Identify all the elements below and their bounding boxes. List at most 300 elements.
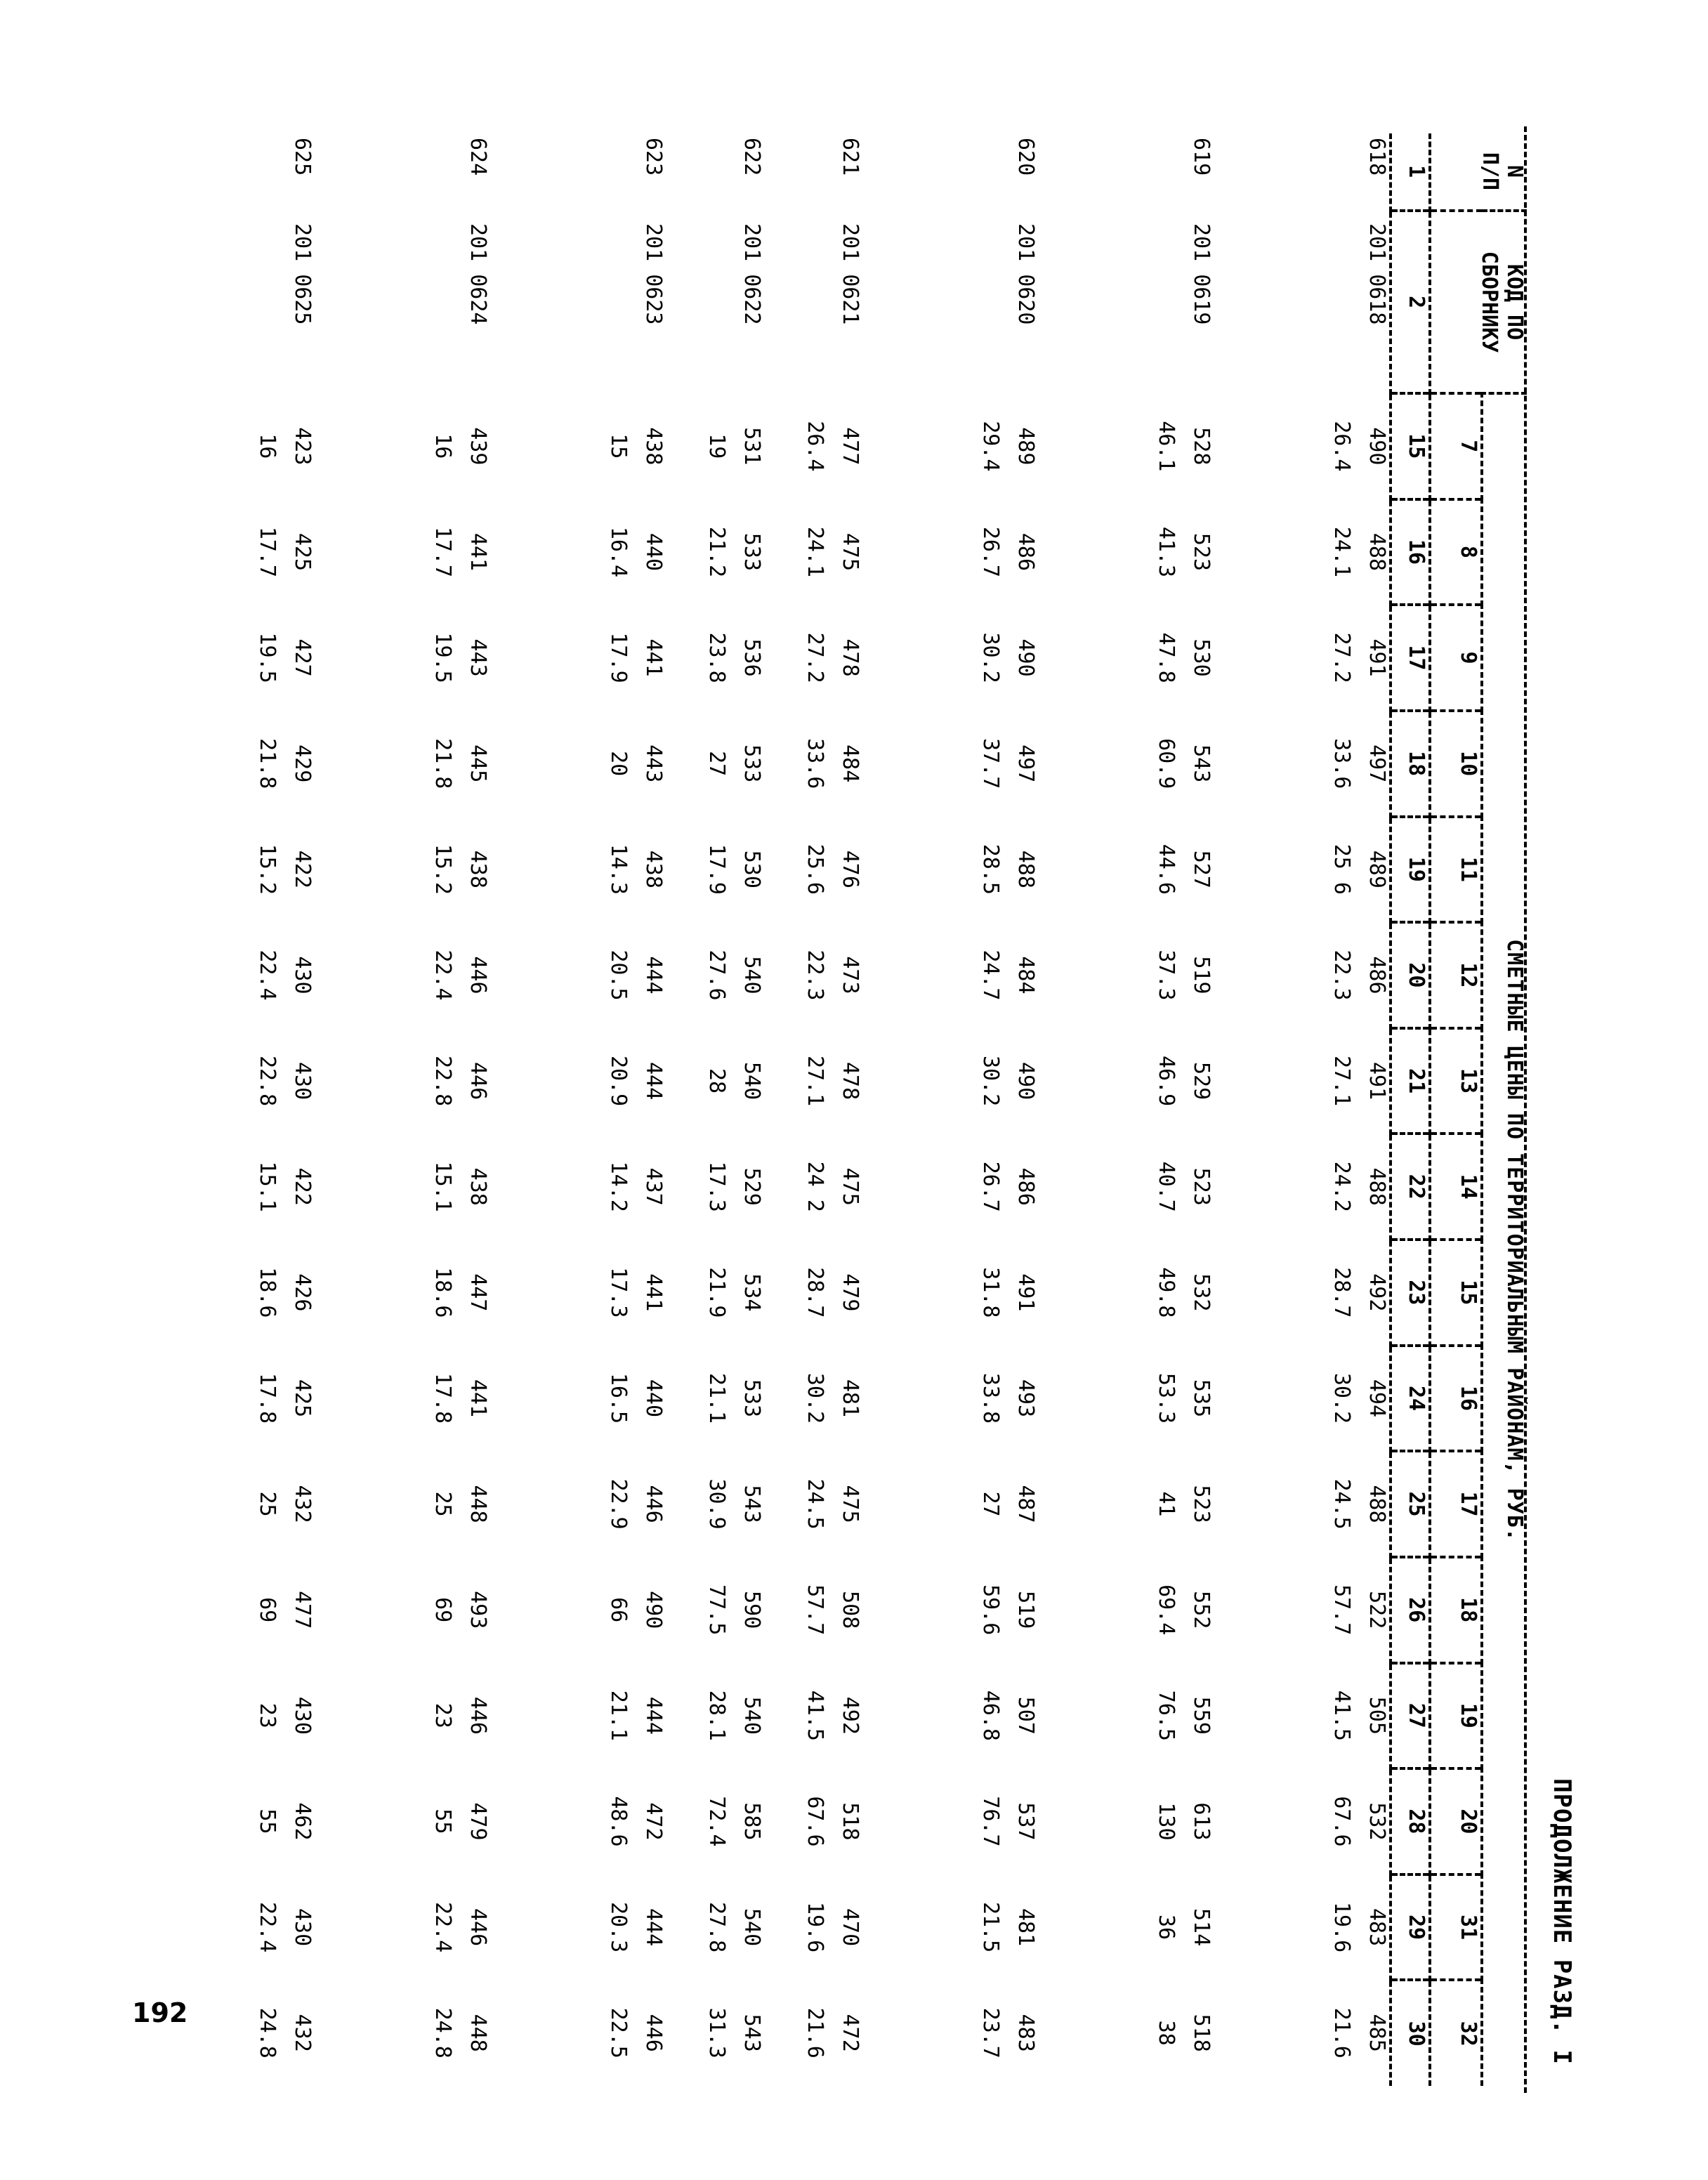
header-col-index-29: 29 [1391,1874,1430,1981]
price-cell: 60.9 [1154,738,1178,789]
price-cell: 22.4 [255,1901,280,1953]
price-cell: 497 [1013,744,1038,783]
price-cell: 17.8 [431,1372,455,1424]
header-num: N П/П [1430,133,1527,211]
price-cell: 527 [1189,850,1214,888]
price-cell: 26.4 [803,421,827,472]
price-cell: 522 [1365,1591,1389,1629]
price-cell: 36 [1154,1915,1178,1941]
row-code [596,211,631,393]
price-cell: 22.8 [255,1055,280,1107]
header-col-index-18: 18 [1391,711,1430,817]
row-number: 622 [740,138,764,176]
price-cell: 25 [255,1491,280,1517]
row-gap [1214,133,1319,2086]
price-cell: 27.6 [704,950,729,1001]
price-cell: 27 [704,751,729,777]
price-cell: 493 [1013,1379,1038,1418]
price-cell: 53.3 [1154,1372,1178,1424]
price-cell: 486 [1365,956,1389,994]
price-cell: 508 [838,1591,862,1629]
price-cell: 540 [740,1696,764,1735]
row-code: 201 0623 [641,223,666,325]
price-cell: 49.8 [1154,1267,1178,1318]
price-cell: 523 [1189,1167,1214,1206]
row-code: 201 0620 [1013,223,1038,325]
price-cell: 446 [466,1061,490,1101]
price-cell: 441 [641,638,666,677]
price-cell: 497 [1365,744,1389,783]
price-cell: 430 [290,1696,315,1735]
row-code [1143,211,1178,393]
price-cell: 543 [740,2014,764,2052]
price-cell: 483 [1013,2014,1038,2052]
row-number [1319,133,1354,211]
price-cell: 585 [740,1802,764,1841]
price-cell: 486 [1013,1167,1038,1206]
price-cell: 448 [466,1485,490,1523]
row-number: 621 [838,138,862,176]
section-caption: ПРОДОЛЖЕНИЕ РАЗД. I [1548,1778,1576,2065]
price-cell: 22.3 [1329,950,1354,1001]
price-cell: 533 [740,1379,764,1418]
price-cell: 31.3 [704,2007,729,2058]
row-number [244,133,280,211]
price-cell: 17.9 [606,632,631,683]
price-cell: 57.7 [1329,1584,1354,1636]
table-row [1143,133,1178,2086]
header-area-20: 20 [1430,1768,1482,1874]
price-cell: 529 [740,1167,764,1206]
price-cell: 25 6 [1329,843,1354,895]
header-area-11: 11 [1430,817,1482,923]
price-cell: 445 [466,744,490,783]
row-gap-cell [490,133,596,2086]
header-area-16: 16 [1430,1346,1482,1452]
table-row [244,133,280,2086]
header-col-index-26: 26 [1391,1557,1430,1663]
price-cell: 472 [838,2014,862,2052]
row-number: 625 [290,138,315,176]
header-col-index-20: 20 [1391,922,1430,1028]
header-col-index-24: 24 [1391,1346,1430,1452]
header-col-index-21: 21 [1391,1028,1430,1134]
row-gap [315,133,420,2086]
price-cell: 519 [1013,1591,1038,1629]
price-cell: 523 [1189,1485,1214,1523]
price-cell: 429 [290,744,315,783]
price-cell: 46.8 [978,1690,1003,1741]
header-col-index-2: 2 [1391,211,1430,393]
price-cell: 518 [1189,2014,1214,2052]
header-area-18: 18 [1430,1557,1482,1663]
price-cell: 441 [466,1379,490,1418]
header-col-index-25: 25 [1391,1451,1430,1557]
price-cell: 22.3 [803,950,827,1001]
row-number [596,133,631,211]
price-cell: 423 [290,427,315,466]
price-cell: 30.9 [704,1478,729,1530]
header-zone-title: СМЕТНЫЕ ЦЕНЫ ПО ТЕРРИТОРИАЛЬНЫМ РАЙОНАМ, РУБ. [1482,393,1527,2086]
price-cell: 491 [1365,638,1389,677]
price-cell: 22.5 [606,2007,631,2058]
price-cell: 66 [606,1597,631,1623]
row-gap-cell [1038,133,1143,2086]
price-cell: 21.8 [255,738,280,789]
price-cell: 441 [466,532,490,572]
header-col-index-16: 16 [1391,499,1430,605]
price-cell: 17.7 [255,526,280,578]
price-cell: 533 [740,532,764,572]
price-cell: 488 [1365,1167,1389,1206]
price-cell: 55 [255,1808,280,1834]
price-cell: 422 [290,1167,315,1206]
price-cell: 20 [606,751,631,777]
rotated-table-page [164,133,1576,2086]
price-cell: 33.6 [1329,738,1354,789]
price-cell: 485 [1365,2014,1389,2052]
price-cell: 540 [740,1907,764,1947]
price-cell: 37.7 [978,738,1003,789]
row-number [792,133,827,211]
price-cell: 430 [290,1907,315,1947]
row-gap-cell [666,133,694,2086]
price-cell: 488 [1365,532,1389,572]
price-cell: 67.6 [803,1796,827,1847]
price-cell: 490 [1013,1061,1038,1101]
table-row [968,133,1003,2086]
price-cell: 530 [740,850,764,888]
price-cell: 432 [290,1485,315,1523]
table-row [729,133,764,2086]
price-cell: 486 [1013,532,1038,572]
price-cell: 590 [740,1591,764,1629]
price-cell: 47.8 [1154,632,1178,683]
price-cell: 440 [641,1379,666,1418]
price-cell: 15.1 [431,1161,455,1212]
price-cell: 17.3 [606,1267,631,1318]
price-cell: 534 [740,1273,764,1312]
header-col-index-27: 27 [1391,1663,1430,1769]
price-cell: 490 [1013,638,1038,677]
price-cell: 23.7 [978,2007,1003,2058]
price-cell: 505 [1365,1696,1389,1735]
row-number: 623 [641,138,666,176]
price-cell: 479 [838,1273,862,1312]
price-cell: 27.2 [1329,632,1354,683]
price-cell: 472 [641,1802,666,1841]
row-code [1319,211,1354,393]
price-cell: 491 [1365,1061,1389,1101]
price-cell: 532 [1189,1273,1214,1312]
price-cell: 44.6 [1154,843,1178,895]
header-col-index-17: 17 [1391,605,1430,711]
price-cell: 529 [1189,1061,1214,1101]
price-cell: 59.6 [978,1584,1003,1636]
price-cell: 21.6 [803,2007,827,2058]
header-area-10: 10 [1430,711,1482,817]
page-number: 192 [132,1997,188,2028]
price-cell: 475 [838,532,862,572]
price-cell: 20.9 [606,1055,631,1107]
price-cell: 28.7 [1329,1267,1354,1318]
price-cell: 24.1 [803,526,827,578]
price-cell: 57.7 [803,1584,827,1636]
price-cell: 540 [740,1061,764,1101]
price-cell: 26.7 [978,526,1003,578]
price-cell: 15 [606,433,631,459]
price-cell: 440 [641,532,666,572]
price-cell: 22.4 [431,1901,455,1953]
price-cell: 446 [466,1696,490,1735]
price-cell: 24.5 [1329,1478,1354,1530]
row-gap-cell [862,133,968,2086]
price-cell: 531 [740,427,764,466]
price-cell: 21.6 [1329,2007,1354,2058]
price-cell: 532 [1365,1802,1389,1841]
price-cell: 484 [838,744,862,783]
price-cell: 21.1 [704,1372,729,1424]
price-cell: 27 [978,1491,1003,1517]
price-cell: 543 [740,1485,764,1523]
header-col-index-22: 22 [1391,1134,1430,1240]
price-cell: 21.1 [606,1690,631,1741]
price-cell: 447 [466,1273,490,1312]
price-cell: 17.9 [704,843,729,895]
price-cell: 130 [1154,1802,1178,1841]
table-row [455,133,490,2086]
price-cell: 16 [255,433,280,459]
price-cell: 490 [641,1591,666,1629]
table-row [792,133,827,2086]
price-cell: 446 [466,956,490,994]
price-cell: 69 [255,1597,280,1623]
header-area-8: 8 [1430,499,1482,605]
price-cell: 28.1 [704,1690,729,1741]
price-cell: 16 [431,433,455,459]
row-code: 201 0624 [466,223,490,325]
price-cell: 31.8 [978,1267,1003,1318]
price-cell: 37.3 [1154,950,1178,1001]
price-cell: 441 [641,1273,666,1312]
price-cell: 477 [290,1591,315,1629]
price-cell: 426 [290,1273,315,1312]
header-area-17: 17 [1430,1451,1482,1557]
price-cell: 528 [1189,427,1214,466]
price-cell: 48.6 [606,1796,631,1847]
row-code [694,211,729,393]
price-cell: 444 [641,1061,666,1101]
table-row [631,133,666,2086]
price-cell: 20.3 [606,1901,631,1953]
row-gap [666,133,694,2086]
price-cell: 19.5 [431,632,455,683]
header-area-31: 31 [1430,1874,1482,1981]
row-number: 619 [1189,138,1214,176]
row-gap-cell [1214,133,1319,2086]
row-number: 620 [1013,138,1038,176]
header-area-19: 19 [1430,1663,1482,1769]
price-cell: 27.1 [803,1055,827,1107]
price-cell: 69.4 [1154,1584,1178,1636]
row-code: 201 0618 [1365,223,1389,325]
table-row [694,133,729,2086]
price-cell: 475 [838,1167,862,1206]
price-cell: 41.5 [803,1690,827,1741]
price-cell: 22.9 [606,1478,631,1530]
price-cell: 33.8 [978,1372,1003,1424]
price-cell: 15.2 [255,843,280,895]
price-cell: 530 [1189,638,1214,677]
price-cell: 15.2 [431,843,455,895]
price-cell: 533 [740,744,764,783]
price-cell: 552 [1189,1591,1214,1629]
price-cell: 427 [290,638,315,677]
price-cell: 20.5 [606,950,631,1001]
price-cell: 491 [1013,1273,1038,1312]
header-col-index-1: 1 [1391,133,1430,211]
price-cell: 543 [1189,744,1214,783]
price-cell: 23 [431,1702,455,1728]
price-cell: 28.7 [803,1267,827,1318]
row-code: 201 0619 [1189,223,1214,325]
price-cell: 492 [1365,1273,1389,1312]
row-code [792,211,827,393]
price-cell: 22.8 [431,1055,455,1107]
price-cell: 24.7 [978,950,1003,1001]
price-cell: 55 [431,1808,455,1834]
price-cell: 487 [1013,1485,1038,1523]
table-row [280,133,315,2086]
header-area-7: 7 [1430,393,1482,499]
price-cell: 489 [1013,427,1038,466]
row-number: 624 [466,138,490,176]
header-col-index-19: 19 [1391,817,1430,923]
row-gap-cell [764,133,792,2086]
price-cell: 536 [740,638,764,677]
table-row [1319,133,1354,2086]
header-area-15: 15 [1430,1240,1482,1346]
price-cell: 21.8 [431,738,455,789]
price-cell: 77.5 [704,1584,729,1636]
header-code: КОД ПО СБОРНИКУ [1430,211,1527,393]
price-cell: 444 [641,956,666,994]
row-code: 201 0625 [290,223,315,325]
price-cell: 537 [1013,1802,1038,1841]
header-col-index-28: 28 [1391,1768,1430,1874]
price-cell: 478 [838,638,862,677]
price-cell: 16.4 [606,526,631,578]
table-row [827,133,862,2086]
price-cell: 519 [1189,956,1214,994]
price-cell: 443 [641,744,666,783]
price-cell: 19.6 [803,1901,827,1953]
price-cell: 24.8 [431,2007,455,2058]
price-cell: 14.2 [606,1161,631,1212]
price-cell: 425 [290,1379,315,1418]
price-cell: 30.2 [803,1372,827,1424]
price-cell: 430 [290,956,315,994]
price-cell: 438 [466,850,490,888]
price-cell: 30.2 [978,632,1003,683]
price-cell: 438 [466,1167,490,1206]
price-cell: 523 [1189,532,1214,572]
row-gap [1038,133,1143,2086]
price-cell: 46.1 [1154,421,1178,472]
price-cell: 446 [466,1907,490,1947]
price-cell: 25 [431,1491,455,1517]
price-cell: 22.4 [431,950,455,1001]
price-cell: 23.8 [704,632,729,683]
price-cell: 470 [838,1907,862,1947]
row-number [694,133,729,211]
price-cell: 24.8 [255,2007,280,2058]
price-cell: 430 [290,1061,315,1101]
price-cell: 41 [1154,1491,1178,1517]
price-cell: 475 [838,1485,862,1523]
header-col-index-23: 23 [1391,1240,1430,1346]
price-cell: 21.5 [978,1901,1003,1953]
price-cell: 40.7 [1154,1161,1178,1212]
header-area-12: 12 [1430,922,1482,1028]
price-cell: 24.2 [1329,1161,1354,1212]
price-cell: 27.8 [704,1901,729,1953]
price-cell: 489 [1365,850,1389,888]
price-cell: 28.5 [978,843,1003,895]
price-cell: 17.7 [431,526,455,578]
price-cell: 19 [704,433,729,459]
price-cell: 492 [838,1696,862,1735]
price-cell: 507 [1013,1696,1038,1735]
row-code [420,211,455,393]
header-area-13: 13 [1430,1028,1482,1134]
row-number: 618 [1365,138,1389,176]
price-cell: 443 [466,638,490,677]
price-cell: 514 [1189,1907,1214,1947]
header-area-14: 14 [1430,1134,1482,1240]
price-cell: 38 [1154,2020,1178,2046]
price-cell: 518 [838,1802,862,1841]
price-cell: 425 [290,532,315,572]
price-cell: 473 [838,956,862,994]
price-cell: 24 2 [803,1161,827,1212]
price-cell: 490 [1365,427,1389,466]
price-cell: 448 [466,2014,490,2052]
price-cell: 484 [1013,956,1038,994]
price-cell: 30.2 [978,1055,1003,1107]
price-cell: 613 [1189,1802,1214,1841]
price-cell: 488 [1365,1485,1389,1523]
table-row [596,133,631,2086]
price-cell: 19.6 [1329,1901,1354,1953]
price-cell: 21.9 [704,1267,729,1318]
price-cell: 439 [466,427,490,466]
price-cell: 76.5 [1154,1690,1178,1741]
price-cell: 446 [641,2014,666,2052]
price-cell: 33.6 [803,738,827,789]
price-cell: 28 [704,1068,729,1094]
price-cell: 24.1 [1329,526,1354,578]
price-cell: 17.3 [704,1161,729,1212]
price-cell: 559 [1189,1696,1214,1735]
price-cell: 76.7 [978,1796,1003,1847]
price-cell: 26.7 [978,1161,1003,1212]
row-gap [862,133,968,2086]
price-cell: 444 [641,1907,666,1947]
row-code: 201 0621 [838,223,862,325]
price-cell: 69 [431,1597,455,1623]
price-cell: 493 [466,1591,490,1629]
